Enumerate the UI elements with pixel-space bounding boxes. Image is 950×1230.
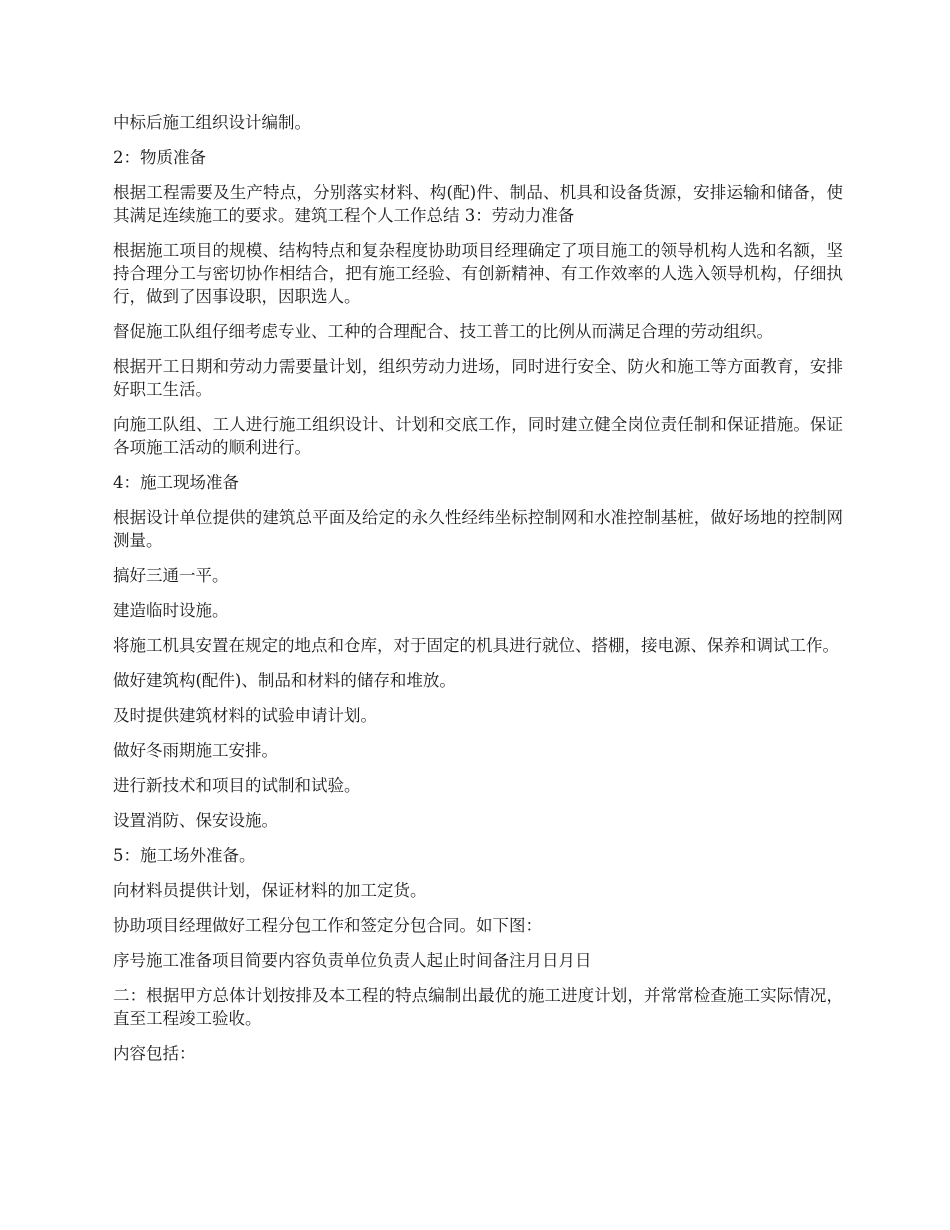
paragraph: 建造临时设施。 (113, 601, 229, 620)
paragraph: 协助项目经理做好工程分包工作和签定分包合同。如下图： (113, 916, 542, 935)
section-heading: 2：物质准备 (113, 148, 206, 167)
paragraph: 督促施工队组仔细考虑专业、工种的合理配合、技工普工的比例从而满足合理的劳动组织。 (113, 322, 773, 341)
paragraph: 做好冬雨期施工安排。 (113, 741, 278, 760)
paragraph: 做好建筑构(配件)、制品和材料的储存和堆放。 (113, 671, 456, 690)
paragraph: 中标后施工组织设计编制。 (113, 113, 311, 132)
paragraph: 向施工队组、工人进行施工组织设计、计划和交底工作，同时建立健全岗位责任制和保证措施。保证各项施工活动的顺利进行。 (113, 415, 843, 457)
paragraph: 根据设计单位提供的建筑总平面及给定的永久性经纬坐标控制网和水准控制基桩，做好场地的控制网测量。 (113, 508, 843, 550)
paragraph: 向材料员提供计划，保证材料的加工定货。 (113, 881, 427, 900)
table-header-text: 序号施工准备项目简要内容负责单位负责人起止时间备注月日月日 (113, 951, 592, 970)
paragraph: 及时提供建筑材料的试验申请计划。 (113, 706, 377, 725)
paragraph: 将施工机具安置在规定的地点和仓库，对于固定的机具进行就位、搭棚，接电源、保养和调试工作。 (113, 636, 839, 655)
section-heading: 5：施工场外准备。 (113, 846, 256, 865)
paragraph: 根据施工项目的规模、结构特点和复杂程度协助项目经理确定了项目施工的领导机构人选和名额，坚持合理分工与密切协作相结合，把有施工经验、有创新精神、有工作效率的人选入领导机构，仔细执行，做到了因事设职，因职选人。 (113, 241, 843, 306)
paragraph: 根据开工日期和劳动力需要量计划，组织劳动力进场，同时进行安全、防火和施工等方面教育，安排好职工生活。 (113, 357, 843, 399)
paragraph: 设置消防、保安设施。 (113, 811, 278, 830)
paragraph: 进行新技术和项目的试制和试验。 (113, 776, 361, 795)
section-heading: 4：施工现场准备 (113, 473, 239, 492)
paragraph: 根据工程需要及生产特点，分别落实材料、构(配)件、制品、机具和设备货源，安排运输和储备，使其满足连续施工的要求。建筑工程个人工作总结 3：劳动力准备 (113, 183, 843, 225)
paragraph: 搞好三通一平。 (113, 566, 229, 585)
paragraph: 二：根据甲方总体计划按排及本工程的特点编制出最优的施工进度计划，并常常检查施工实际情况，直至工程竣工验收。 (113, 986, 843, 1028)
paragraph: 内容包括： (113, 1044, 196, 1063)
document-body (113, 111, 843, 1077)
